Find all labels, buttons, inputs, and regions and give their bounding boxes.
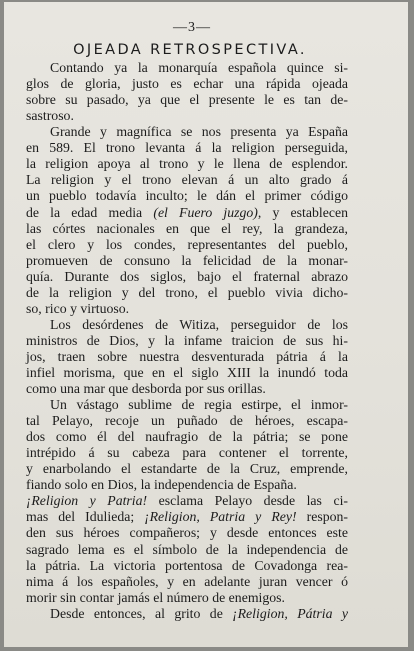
- page-content: [26, 20, 348, 622]
- text-line: morir sin contar jamás el número de enemigos.: [26, 589, 286, 605]
- text-line-mixed: [26, 237, 348, 253]
- text-line: como una mar que desborda por sus orillas.: [26, 381, 266, 397]
- text-line: Contando ya la monarquía española quince si-: [50, 60, 348, 76]
- text-line: infiel morisma, que en el siglo XIII la inundó toda: [26, 364, 348, 380]
- text-line: so, rico y virtuoso.: [26, 300, 130, 316]
- text-run: Desde entonces, al grito de: [50, 605, 223, 621]
- text-line: Los desórdenes de Witiza, perseguidor de los: [50, 316, 348, 332]
- paragraph-6: [26, 606, 348, 622]
- text-line: Grande y magnífica se nos presenta ya España: [50, 124, 348, 140]
- text-line: quía. Durante dos siglos, bajo el fraternal abrazo: [26, 268, 348, 284]
- text-line: la religion apoya al trono y le llena de esplendor.: [26, 156, 348, 172]
- paragraph-1: [26, 60, 348, 124]
- text-line: un pueblo todavía inculto; le dán el primer código: [26, 188, 348, 204]
- text-line: tal Pelayo, recoje un puñado de héroes, escapa-: [26, 413, 348, 429]
- text-line: ministros de Dios, y la infame traicion de sus hi-: [26, 332, 348, 348]
- text-line: glos de gloria, justo es echar una rápida ojeada: [26, 76, 348, 92]
- paragraph-5: [26, 493, 348, 605]
- section-heading: OJEADA RETROSPECTIVA.: [73, 42, 307, 59]
- text-run: clero y los condes, representantes del pueblo,: [47, 236, 349, 252]
- text-line: La religion y el trono elevan á un alto grado á: [26, 172, 348, 188]
- text-line-mixed: [26, 606, 348, 622]
- text-line: sagrado lema es el símbolo de la independencia de: [26, 541, 348, 557]
- text-line-mixed: [26, 493, 348, 509]
- paragraph-4: [26, 397, 348, 493]
- paragraph-2: [26, 124, 348, 317]
- text-line: den sus héroes compañeros; y desde entonces este: [26, 525, 348, 541]
- text-run: esclama Pelayo desde las ci-: [147, 493, 348, 509]
- text-line: Un vástago sublime de regia estirpe, el inmor-: [50, 397, 348, 413]
- text-line: sastroso.: [26, 108, 74, 124]
- italic-run: ¡Religion y Patria!: [26, 493, 148, 509]
- text-line: en 589. El trono levanta á la religion perseguida,: [26, 140, 348, 156]
- text-line: dos como él del naufragio de la pátria; se pone: [26, 429, 348, 445]
- text-line: promueven de consuno la felicidad de la monar-: [26, 252, 348, 268]
- text-line-mixed: [26, 509, 348, 525]
- text-run: respon-: [296, 509, 349, 525]
- text-line: las córtes nacionales en que el rey, la grandeza,: [26, 220, 348, 236]
- text-run: el: [26, 236, 36, 252]
- text-line: sobre su pasado, ya que el presente le es tan de-: [26, 92, 348, 108]
- text-line: la pátria. La victoria portentosa de Covadonga rea-: [26, 557, 348, 573]
- page-number: —3—: [173, 20, 211, 35]
- text-line: y enarbolando el estandarte de la Cruz, emprende,: [26, 461, 348, 477]
- text-line-mixed: [26, 205, 348, 221]
- paragraph-3: [26, 317, 348, 397]
- scanned-page: [4, 2, 408, 647]
- italic-run: ¡Religion, Pátria y: [232, 605, 348, 621]
- text-line: jos, traen sobre nuestra desventurada pátria á la: [26, 348, 348, 364]
- italic-run: ¡Religion, Patria y Rey!: [144, 509, 297, 525]
- text-run: mas del Idulieda;: [26, 509, 135, 525]
- text-line: fiando solo en Dios, la independencia de España.: [26, 477, 297, 493]
- text-line: intrépido á su cabeza para contener el torrente,: [26, 445, 348, 461]
- italic-run: (el Fuero juzgo): [153, 204, 258, 220]
- text-run: de la edad media: [26, 204, 143, 220]
- text-run: , y establecen: [257, 204, 348, 220]
- text-line: nima á los españoles, y en adelante juran vencer ó: [26, 573, 348, 589]
- text-line: de la religion y del trono, el pueblo vivia dicho-: [26, 284, 348, 300]
